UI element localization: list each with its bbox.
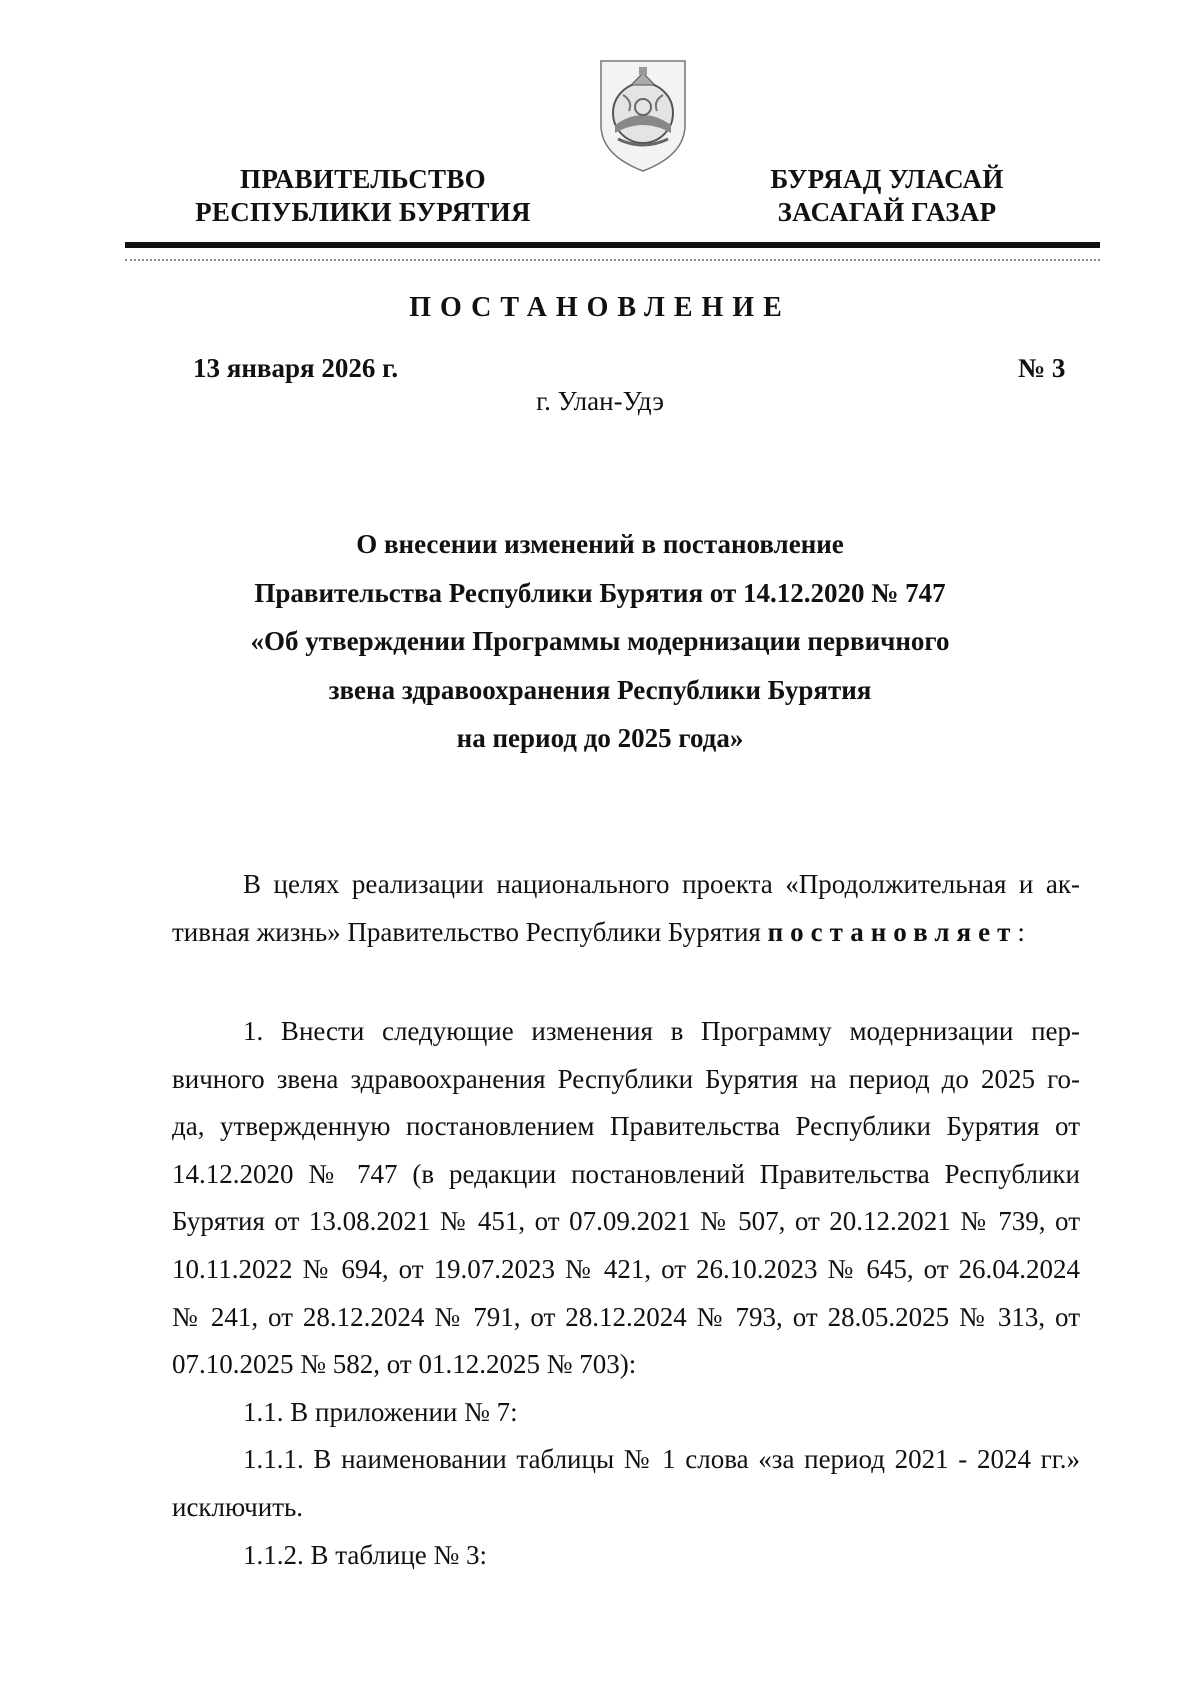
item-line: 10.11.2022 № 694, от 19.07.2023 № 421, от 26.10.2023 № 645, от 26.04.2024 bbox=[172, 1254, 1080, 1284]
subitem-1-1-1-continued: исключить. bbox=[172, 1492, 304, 1522]
government-name-russian-line2: РЕСПУБЛИКИ БУРЯТИЯ bbox=[195, 197, 531, 227]
title-line: «Об утверждении Программы модернизации первичного bbox=[250, 626, 950, 656]
subitem-1-1-1: 1.1.1. В наименовании таблицы № 1 слова «за период 2021 - 2024 гг.» bbox=[243, 1444, 1080, 1474]
government-name-buryat-line2: ЗАСАГАЙ ГАЗАР bbox=[777, 197, 997, 227]
preamble-line bbox=[172, 914, 1080, 950]
document-number: № 3 bbox=[1018, 353, 1066, 383]
item-line: 14.12.2020 № 747 (в редакции постановлений Правительства Республики bbox=[172, 1159, 1080, 1189]
subitem-1-1: 1.1. В приложении № 7: bbox=[243, 1397, 518, 1427]
document-date: 13 января 2026 г. bbox=[193, 353, 399, 383]
government-name-russian bbox=[178, 163, 548, 229]
title-line: на период до 2025 года» bbox=[456, 723, 744, 753]
preamble-colon: : bbox=[1017, 917, 1025, 947]
item-line: да, утвержденную постановлением Правительства Республики Бурятия от bbox=[172, 1111, 1080, 1141]
header-divider-thick bbox=[125, 242, 1100, 248]
government-name-buryat bbox=[757, 163, 1017, 229]
title-line: звена здравоохранения Республики Бурятия bbox=[328, 674, 872, 705]
item-line: 1. Внести следующие изменения в Программу модернизации пер- bbox=[243, 1016, 1080, 1046]
title-line: Правительства Республики Бурятия от 14.12.2020 № 747 bbox=[254, 577, 946, 608]
preamble-decree-word: постановляет bbox=[767, 917, 1018, 947]
document-city: г. Улан-Удэ bbox=[536, 386, 664, 416]
preamble-text: тивная жизнь» Правительство Республики Бурятия bbox=[172, 917, 761, 947]
item-line: 07.10.2025 № 582, от 01.12.2025 № 703): bbox=[172, 1349, 637, 1379]
preamble-line: В целях реализации национального проекта «Продолжительная и ак- bbox=[243, 869, 1080, 899]
government-name-russian-line1: ПРАВИТЕЛЬСТВО bbox=[240, 164, 486, 194]
item-line: Бурятия от 13.08.2021 № 451, от 07.09.2021 № 507, от 20.12.2021 № 739, от bbox=[172, 1206, 1080, 1236]
item-line: вичного звена здравоохранения Республики Бурятия на период до 2025 го- bbox=[172, 1064, 1080, 1094]
document-title bbox=[180, 520, 1020, 763]
document-type: ПОСТАНОВЛЕНИЕ bbox=[409, 292, 791, 323]
coat-of-arms-icon bbox=[593, 55, 693, 175]
title-line: О внесении изменений в постановление bbox=[356, 529, 844, 559]
item-line: № 241, от 28.12.2024 № 791, от 28.12.2024 № 793, от 28.05.2025 № 313, от bbox=[172, 1302, 1080, 1332]
government-name-buryat-line1: БУРЯАД УЛАСАЙ bbox=[770, 164, 1004, 194]
header-divider-thin bbox=[125, 259, 1100, 261]
subitem-1-1-2: 1.1.2. В таблице № 3: bbox=[243, 1540, 488, 1570]
